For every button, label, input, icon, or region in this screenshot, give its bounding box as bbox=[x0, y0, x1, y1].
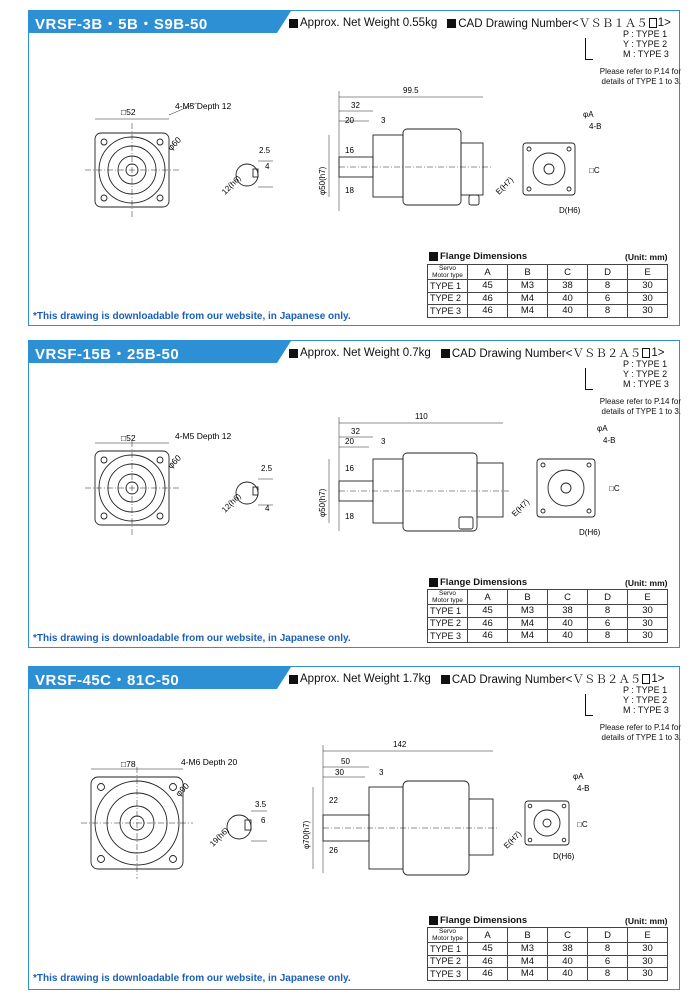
type-option: M : TYPE 3 bbox=[623, 705, 669, 715]
d-label: D(H6) bbox=[559, 206, 581, 215]
phi-a-label: φA bbox=[597, 424, 608, 433]
type-option: P : TYPE 1 bbox=[623, 29, 668, 39]
bullet-square-icon bbox=[429, 252, 438, 261]
unit-label: (Unit: mm) bbox=[625, 916, 668, 926]
c-label: □C bbox=[609, 484, 620, 493]
type-option: Y : TYPE 2 bbox=[623, 695, 668, 705]
unit-label: (Unit: mm) bbox=[625, 578, 668, 588]
length-b-label: 20 bbox=[345, 437, 354, 446]
total-length-label: 142 bbox=[393, 740, 407, 749]
flange-dimensions-table bbox=[427, 264, 668, 318]
bolt-label: 4-M5 Depth 12 bbox=[175, 101, 232, 111]
cad-suffix: 1> bbox=[651, 347, 665, 359]
type-refer-note: Please refer to P.14 for details of TYPE 1 to 3. bbox=[599, 67, 681, 86]
table-row: TYPE 3 46 M4 40 8 30 bbox=[428, 968, 668, 981]
spec-section-2 bbox=[28, 340, 680, 648]
bullet-square-icon bbox=[429, 578, 438, 587]
length-a-label: 50 bbox=[341, 757, 350, 766]
length-a-label: 32 bbox=[351, 101, 360, 110]
bolt-label: 4-M5 Depth 12 bbox=[175, 431, 232, 441]
e-label: E(H7) bbox=[494, 175, 516, 197]
spigot-label: φ50(h7) bbox=[318, 488, 327, 517]
pcd-label: φ60 bbox=[165, 452, 183, 471]
key-width-label: 4 bbox=[265, 162, 270, 171]
type-option: M : TYPE 3 bbox=[623, 379, 669, 389]
length-b-label: 20 bbox=[345, 116, 354, 125]
type-refer-note: Please refer to P.14 for details of TYPE 1 to 3. bbox=[599, 723, 681, 742]
bullet-square-icon bbox=[429, 916, 438, 925]
phi-a-label: φA bbox=[573, 772, 584, 781]
table-row: TYPE 2 46 M4 40 6 30 bbox=[428, 955, 668, 968]
length-d-label: 16 bbox=[345, 146, 354, 155]
flange-square-label: □78 bbox=[121, 759, 136, 769]
front-view bbox=[85, 103, 197, 217]
length-e-label: 18 bbox=[345, 512, 354, 521]
flange-dimensions-title: Flange Dimensions bbox=[429, 915, 527, 926]
type-option: P : TYPE 1 bbox=[623, 359, 668, 369]
table-row: TYPE 3 46 M4 40 8 30 bbox=[428, 305, 668, 318]
phi-a-label: φA bbox=[583, 110, 594, 119]
d-label: D(H6) bbox=[579, 528, 601, 537]
four-b-label: 4-B bbox=[577, 784, 590, 793]
key-width-label: 6 bbox=[261, 816, 266, 825]
cad-prefix: CAD Drawing Number<ＶＳＢ２Ａ５ bbox=[451, 674, 642, 686]
e-label: E(H7) bbox=[510, 497, 532, 519]
total-length-label: 99.5 bbox=[403, 86, 419, 95]
key-height-label: 2.5 bbox=[259, 146, 271, 155]
length-c-label: 3 bbox=[381, 116, 386, 125]
bolt-label: 4-M6 Depth 20 bbox=[181, 757, 238, 767]
four-b-label: 4-B bbox=[603, 436, 616, 445]
type-option: Y : TYPE 2 bbox=[623, 369, 668, 379]
flange-dimensions-table bbox=[427, 589, 668, 643]
cad-suffix: 1> bbox=[651, 673, 665, 685]
c-label: □C bbox=[589, 166, 600, 175]
e-label: E(H7) bbox=[502, 829, 524, 851]
length-d-label: 16 bbox=[345, 464, 354, 473]
spigot-label: φ50(h7) bbox=[318, 166, 327, 195]
motor-flange-view bbox=[523, 143, 575, 195]
cad-prefix: CAD Drawing Number<ＶＳＢ１Ａ５ bbox=[458, 18, 648, 30]
flange-square-label: □52 bbox=[121, 433, 136, 443]
key-width-label: 4 bbox=[265, 504, 270, 513]
net-weight: Approx. Net Weight 1.7kg bbox=[300, 673, 431, 685]
front-view bbox=[81, 767, 193, 879]
length-c-label: 3 bbox=[381, 437, 386, 446]
table-header-row: Servo Motor type A B C D E bbox=[428, 265, 668, 280]
total-length-label: 110 bbox=[415, 412, 428, 421]
net-weight: Approx. Net Weight 0.7kg bbox=[300, 347, 431, 359]
table-row: TYPE 2 46 M4 40 6 30 bbox=[428, 292, 668, 305]
key-height-label: 2.5 bbox=[261, 464, 273, 473]
type-option: P : TYPE 1 bbox=[623, 685, 668, 695]
pcd-label: φ60 bbox=[165, 134, 183, 153]
spec-section-1 bbox=[28, 10, 680, 326]
table-row: TYPE 1 45 M3 38 8 30 bbox=[428, 280, 668, 293]
motor-flange-view bbox=[525, 801, 569, 845]
four-b-label: 4-B bbox=[589, 122, 602, 131]
table-row: TYPE 1 45 M3 38 8 30 bbox=[428, 605, 668, 618]
length-c-label: 3 bbox=[379, 768, 384, 777]
shaft-key-view bbox=[236, 479, 273, 505]
flange-dimensions-title: Flange Dimensions bbox=[429, 577, 527, 588]
table-header-row: Servo Motor type A B C D E bbox=[428, 590, 668, 605]
type-option: Y : TYPE 2 bbox=[623, 39, 668, 49]
type-refer-note: Please refer to P.14 for details of TYPE 1 to 3. bbox=[599, 397, 681, 416]
shaft-diameter-label: 12(h6) bbox=[220, 173, 243, 197]
section-title: VRSF-15B・25B-50 bbox=[35, 346, 180, 363]
flange-square-label: □52 bbox=[121, 107, 136, 117]
key-height-label: 3.5 bbox=[255, 800, 267, 809]
pcd-label: φ90 bbox=[173, 780, 191, 799]
table-row: TYPE 1 45 M3 38 8 30 bbox=[428, 943, 668, 956]
section-title: VRSF-45C・81C-50 bbox=[35, 672, 180, 689]
table-row: TYPE 2 46 M4 40 6 30 bbox=[428, 617, 668, 630]
shaft-diameter-label: 19(h6) bbox=[208, 825, 231, 849]
length-d-label: 22 bbox=[329, 796, 338, 805]
cad-prefix: CAD Drawing Number<ＶＳＢ２Ａ５ bbox=[451, 348, 642, 360]
unit-label: (Unit: mm) bbox=[625, 252, 668, 262]
length-e-label: 26 bbox=[329, 846, 338, 855]
section-title: VRSF-3B・5B・S9B-50 bbox=[35, 16, 208, 33]
length-e-label: 18 bbox=[345, 186, 354, 195]
c-label: □C bbox=[577, 820, 588, 829]
motor-flange-view bbox=[537, 459, 595, 517]
table-row: TYPE 3 46 M4 40 8 30 bbox=[428, 630, 668, 643]
length-a-label: 32 bbox=[351, 427, 360, 436]
d-label: D(H6) bbox=[553, 852, 575, 861]
spigot-label: φ70(h7) bbox=[302, 820, 311, 849]
download-note: *This drawing is downloadable from our website, in Japanese only. bbox=[33, 633, 351, 644]
flange-dimensions-table bbox=[427, 927, 668, 981]
download-note: *This drawing is downloadable from our website, in Japanese only. bbox=[33, 311, 351, 322]
spec-section-3 bbox=[28, 666, 680, 990]
shaft-diameter-label: 12(h6) bbox=[220, 491, 243, 515]
length-b-label: 30 bbox=[335, 768, 344, 777]
flange-dimensions-title: Flange Dimensions bbox=[429, 251, 527, 262]
type-option: M : TYPE 3 bbox=[623, 49, 669, 59]
table-header-row: Servo Motor type A B C D E bbox=[428, 928, 668, 943]
download-note: *This drawing is downloadable from our website, in Japanese only. bbox=[33, 973, 351, 984]
front-view bbox=[85, 441, 179, 535]
cad-suffix: 1> bbox=[657, 17, 671, 29]
net-weight: Approx. Net Weight 0.55kg bbox=[300, 17, 438, 29]
